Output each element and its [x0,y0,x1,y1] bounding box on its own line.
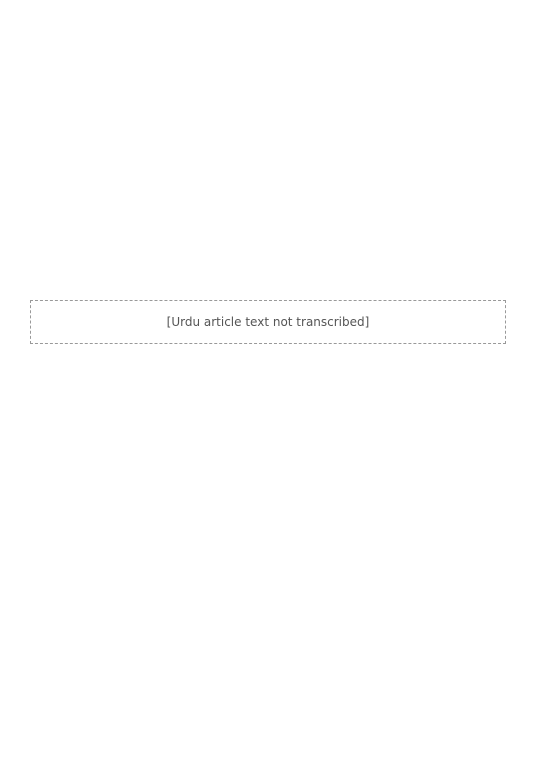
body-placeholder: [Urdu article text not transcribed] [30,300,506,344]
